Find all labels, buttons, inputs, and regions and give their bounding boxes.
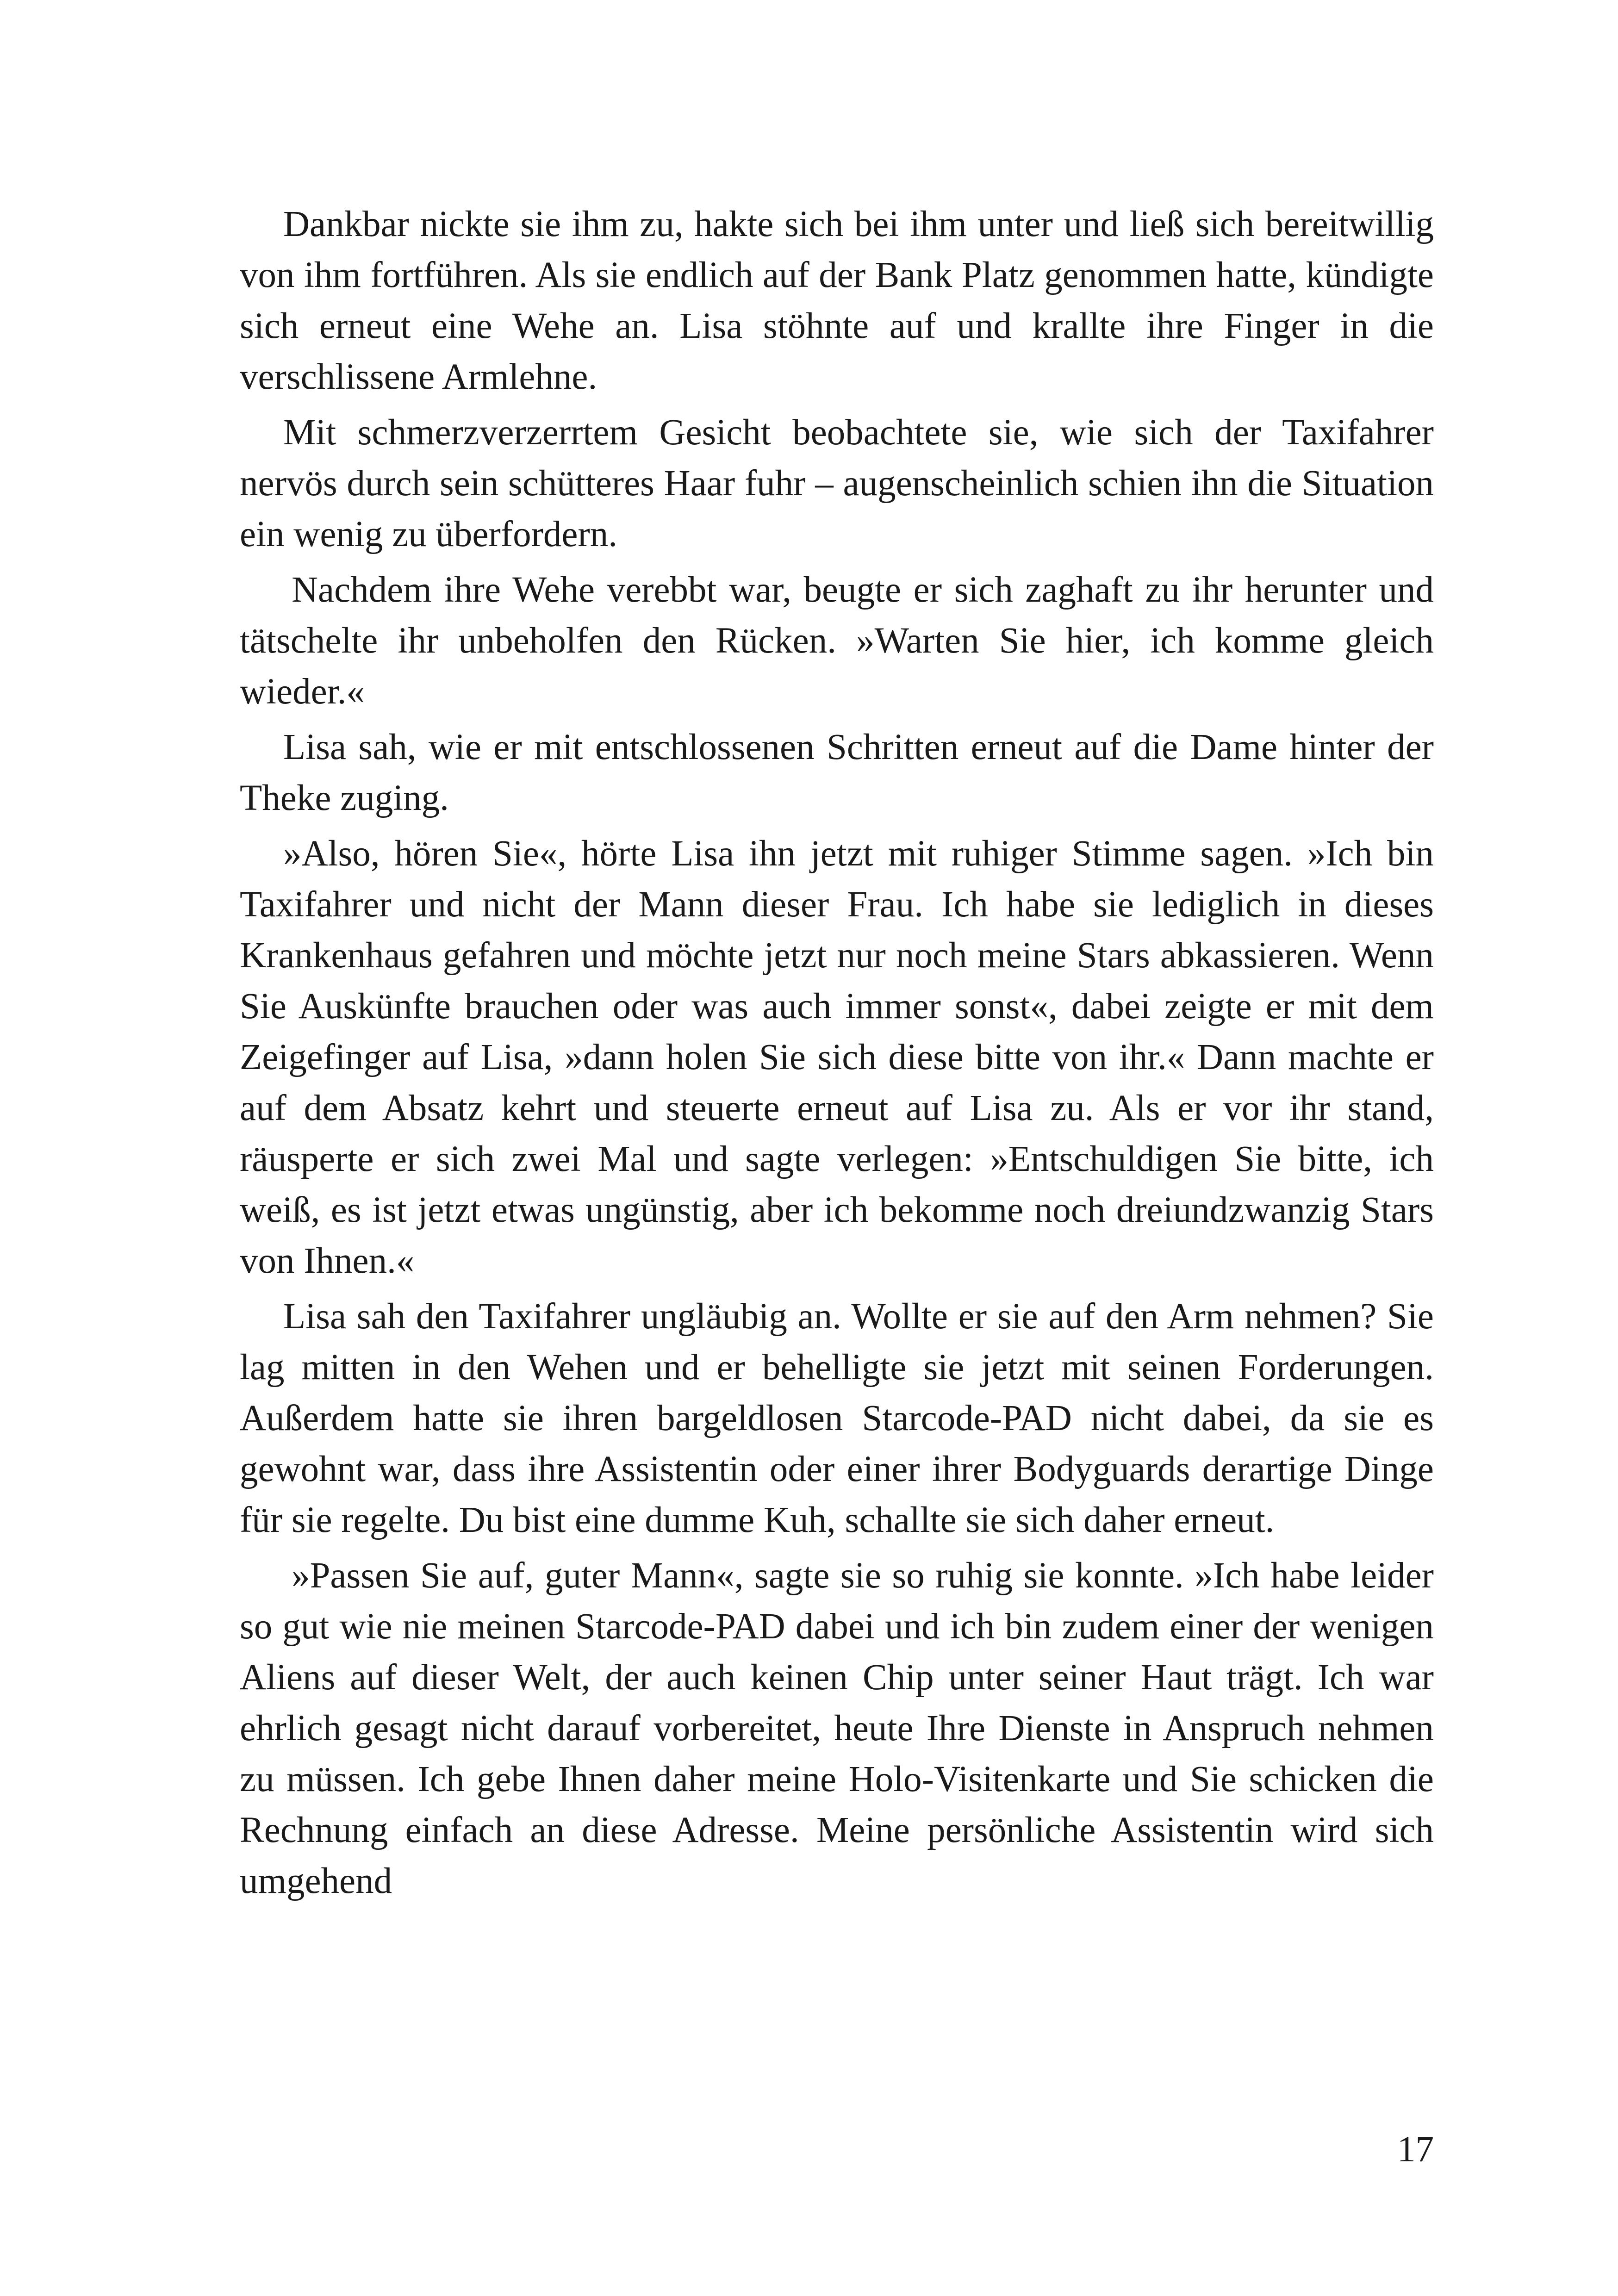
- page-number: 17: [1397, 2129, 1434, 2170]
- paragraph-6: Lisa sah den Taxifahrer ungläubig an. Wollte er sie auf den Arm nehmen? Sie lag mitten in den Wehen und er behelligte sie jetzt mit seinen Forderungen. Außerdem hatte sie ihren bargeldlosen Starcode-PAD nicht dabei, da sie es gewohnt war, dass ihre Assistentin oder einer ihrer Bodyguards derartige Dinge für sie regelte. Du bist eine dumme Kuh, schallte sie sich daher erneut.: [240, 1296, 1434, 1540]
- body-text: [240, 199, 1434, 1907]
- paragraph-1: Dankbar nickte sie ihm zu, hakte sich bei ihm unter und ließ sich bereitwillig von ihm fortführen. Als sie endlich auf der Bank Platz genommen hatte, kündigte sich erneut eine Wehe an. Lisa stöhnte auf und krallte ihre Finger in die verschlissene Armlehne.: [240, 204, 1434, 397]
- paragraph-5: »Also, hören Sie«, hörte Lisa ihn jetzt mit ruhiger Stimme sagen. »Ich bin Taxifahrer und nicht der Mann dieser Frau. Ich habe sie lediglich in dieses Krankenhaus gefahren und möchte jetzt nur noch meine Stars abkassieren. Wenn Sie Auskünfte brauchen oder was auch immer sonst«, dabei zeigte er mit dem Zeigefinger auf Lisa, »dann holen Sie sich diese bitte von ihr.« Dann machte er auf dem Absatz kehrt und steuerte erneut auf Lisa zu. Als er vor ihr stand, räusperte er sich zwei Mal und sagte verlegen: »Entschuldigen Sie bitte, ich weiß, es ist jetzt etwas ungünstig, aber ich bekomme noch dreiundzwanzig Stars von Ihnen.«: [240, 834, 1434, 1281]
- paragraph-4: Lisa sah, wie er mit entschlossenen Schritten erneut auf die Dame hinter der Theke zuging.: [240, 727, 1434, 818]
- paragraph-7: »Passen Sie auf, guter Mann«, sagte sie so ruhig sie konnte. »Ich habe leider so gut wie nie meinen Starcode-PAD dabei und ich bin zudem einer der wenigen Aliens auf dieser Welt, der auch keinen Chip unter seiner Haut trägt. Ich war ehrlich gesagt nicht darauf vorbereitet, heute Ihre Dienste in Anspruch nehmen zu müssen. Ich gebe Ihnen daher meine Holo-Visitenkarte und Sie schicken die Rechnung einfach an diese Adresse. Meine persönliche Assistentin wird sich umgehend: [240, 1556, 1434, 1901]
- paragraph-2: Mit schmerzverzerrtem Gesicht beobachtete sie, wie sich der Taxifahrer nervös durch sein schütteres Haar fuhr – augenscheinlich schien ihn die Situation ein wenig zu überfordern.: [240, 412, 1434, 554]
- paragraph-3: Nachdem ihre Wehe verebbt war, beugte er sich zaghaft zu ihr herunter und tätschelte ihr unbeholfen den Rücken. »Warten Sie hier, ich komme gleich wieder.«: [240, 570, 1434, 712]
